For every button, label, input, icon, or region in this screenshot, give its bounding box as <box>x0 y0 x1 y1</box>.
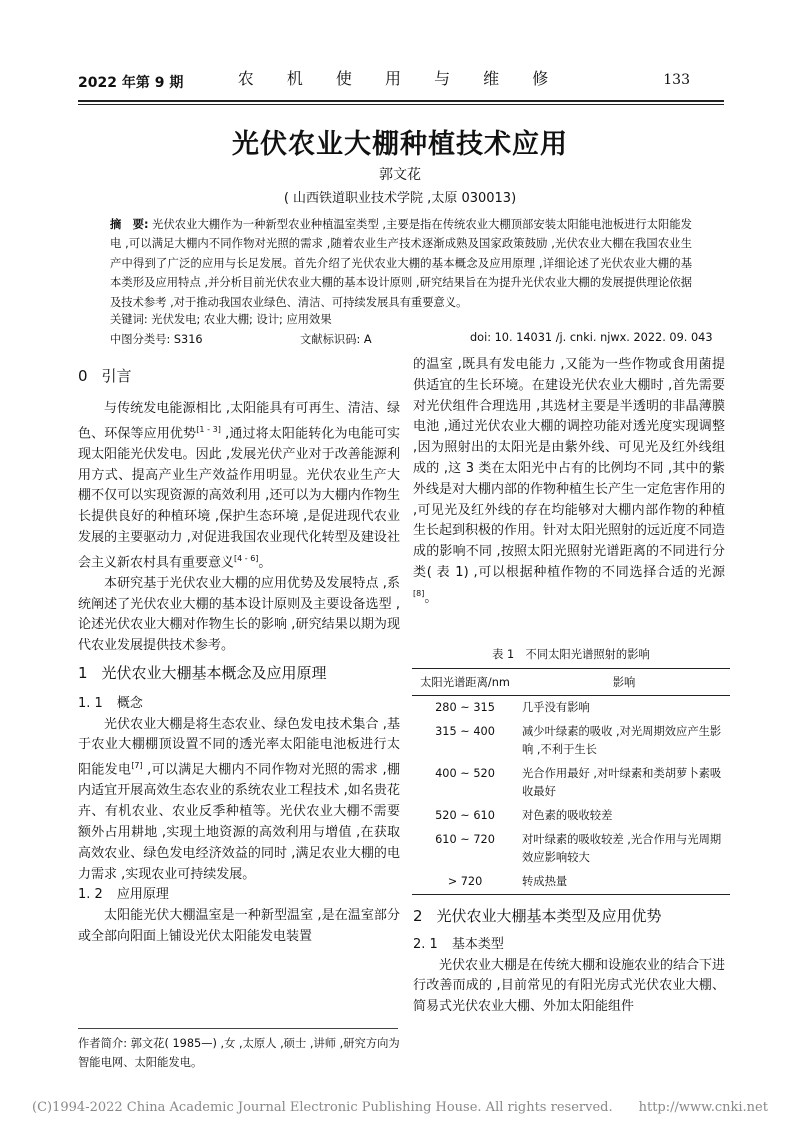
section-title: 光伏农业大棚基本类型及应用优势 <box>436 907 662 925</box>
header-rule-thin <box>78 104 724 105</box>
subsection-title: 概念 <box>116 695 143 711</box>
intro-paragraph-2: 本研究基于光伏农业大棚的应用优势及发展特点 ,系统阐述了光伏农业大棚的基本设计原则及主要设备选型 ,论述光伏农业大棚对作物生长的影响 ,研究结果以期为现代农业发展提供技术参考。 <box>78 575 400 654</box>
subsection-1-2-heading <box>78 885 400 906</box>
paper-title: 光伏农业大棚种植技术应用 <box>232 129 568 160</box>
principle-paragraph: 太阳能光伏大棚温室是一种新型温室 ,是在温室部分或全部向阳面上铺设光伏太阳能发电装置 <box>78 908 400 944</box>
abstract-label: 摘 要: <box>110 218 149 231</box>
page-number: 133 <box>663 72 690 88</box>
text: 与传统发电能源相比 ,太阳能具有可再生、清洁、绿色、环保等应用优势 <box>78 400 400 441</box>
subsection-1-1-heading <box>78 694 400 715</box>
footnote-text: 郭文花( 1985—) ,女 ,太原人 ,硕士 ,讲师 ,研究方向为智能电网、太阳能发电。 <box>78 1037 400 1069</box>
table-row <box>412 828 730 870</box>
text: 的温室 ,既具有发电能力 ,又能为一些作物或食用菌提供适宜的生长环境。在建设光伏农业大棚时 ,首先需要对光伏组件合理选用 ,其选材主要是半透明的非晶薄膜电池 ,通过光伏农业大棚的调控功能对透光度实现调整 ,因为照射出的太阳光是由紫外线、可见光及红外线组成的 ,这 3 类在太阳光中占有的比例均不同 ,其中的紫外线是对大棚内部的作物种植生长产生一定危害作用的 ,可见光及红外线的存在均能够对大棚内部作物的种植生长起到积极的作用。针对太阳光照射的远近度不同造成的影响不同 ,按照太阳光照射光谱距离的不同进行分类( 表 1) ,可以根据种植作物的不同选择合适的光源 <box>413 357 726 580</box>
section-0-heading <box>78 366 400 387</box>
author-name: 郭文花 <box>379 167 421 183</box>
section-number: 0 <box>78 367 88 385</box>
table-header: 影响 <box>518 669 730 696</box>
doi: doi: 10. 14031 /j. cnki. njwx. 2022. 09. 043 <box>470 331 713 344</box>
section-2-heading <box>413 906 725 927</box>
section-number: 1 <box>78 664 88 683</box>
table-cell: 315 ~ 400 <box>435 725 495 738</box>
table-cell: 280 ~ 315 <box>435 701 495 714</box>
keywords: 关键词: 光伏发电; 农业大棚; 设计; 应用效果 <box>110 313 332 326</box>
subsection-number: 1. 2 <box>78 887 103 903</box>
table-cell: 光合作用最好 ,对叶绿素和类胡萝卜素吸收最好 <box>522 767 722 798</box>
table-cell: > 720 <box>412 870 518 895</box>
subsection-2-1-heading <box>413 935 725 956</box>
table-cell: 对叶绿素的吸收较差 ,光合作用与光周期效应影响较大 <box>522 833 722 864</box>
header-rule <box>78 100 724 102</box>
subsection-title: 应用原理 <box>116 887 169 903</box>
author-footnote <box>78 1034 400 1072</box>
table-row <box>412 762 730 804</box>
table-row <box>412 720 730 762</box>
table-cell: 400 ~ 520 <box>435 767 495 780</box>
text: 。 <box>258 555 272 571</box>
table-cell: 几乎没有影响 <box>522 701 590 714</box>
abstract <box>110 215 692 312</box>
citation: [8] <box>413 588 425 598</box>
principle-paragraph-cont <box>413 355 725 609</box>
text: ,通过将太阳能转化为电能可实现太阳能光伏发电。因此 ,发展光伏产业对于改善能源利用方式、提高产业生产效益作用明显。光伏农业生产大棚不仅可以实现资源的高效利用 ,还可以为大棚内作物生长提供良好的种植环境 ,保护生态环境 ,是促进现代农业发展的主要驱动力 ,对促进我国农业现代化转型及建设社会主义新农村具有重要意义 <box>78 425 400 571</box>
table-row <box>412 804 730 828</box>
author-affiliation: ( 山西铁道职业技术学院 ,太原 030013) <box>283 191 517 206</box>
section-number: 2 <box>413 907 423 925</box>
table-cell: 减少叶绿素的吸收 ,对光周期效应产生影响 ,不利于生长 <box>522 725 722 756</box>
left-column <box>78 366 400 948</box>
spectrum-table <box>412 668 730 895</box>
text: ,可以满足大棚内不同作物对光照的需求 ,棚内适宜开展高效生态农业的系统农业工程技术 ,如名贵花卉、有机农业、农业反季种植等。光伏农业大棚不需要额外占用耕地 ,实现土地资源的高效利用与增值 ,在获取高效农业、绿色发电经济效益的同时 ,满足农业大棚的电力需求 ,实现农业可持续发展。 <box>78 762 400 882</box>
intro-paragraph-1 <box>78 399 400 574</box>
text: 光伏农业大棚是将生态农业、绿色发电技术集合 ,基于农业大棚棚顶设置不同的透光率太阳能电池板进行太阳能发电 <box>78 716 400 778</box>
text: 。 <box>424 590 438 606</box>
table-row <box>412 696 730 721</box>
table-header-row <box>412 669 730 696</box>
journal-name: 农 机 使 用 与 维 修 <box>237 69 563 88</box>
citation: [1 - 3] <box>196 424 221 434</box>
types-paragraph: 光伏农业大棚是在传统大棚和设施农业的结合下进行改善而成的 ,目前常见的有阳光房式光伏农业大棚、简易式光伏农业大棚、外加太阳能组件 <box>413 957 726 1015</box>
table-1 <box>412 646 730 895</box>
table-caption: 表 1 不同太阳光谱照射的影响 <box>492 648 650 661</box>
footnote-rule <box>78 1028 398 1029</box>
clc-number: 中图分类号: S316 <box>110 333 203 346</box>
table-cell: 转成热量 <box>518 870 730 895</box>
copyright-footer: (C)1994-2022 China Academic Journal Electronic Publishing House. All rights reserved. http://www.cnki.net <box>32 1100 768 1115</box>
subsection-number: 1. 1 <box>78 695 103 711</box>
table-row <box>412 870 730 895</box>
subsection-title: 基本类型 <box>451 936 504 952</box>
footnote-label: 作者简介: <box>78 1037 127 1050</box>
citation: [7] <box>131 761 143 771</box>
document-code: 文献标识码: A <box>300 333 372 346</box>
abstract-text: 光伏农业大棚作为一种新型农业种植温室类型 ,主要是指在传统农业大棚顶部安装太阳能电池板进行太阳能发电 ,可以满足大棚内不同作物对光照的需求 ,随着农业生产技术逐渐成熟及国家政策鼓励 ,光伏农业大棚在我国农业生产中得到了广泛的应用与长足发展。首先介绍了光伏农业大棚的基本概念及应用原理 ,详细论述了光伏农业大棚的基本类形及应用特点 ,并分析目前光伏农业大棚的基本设计原则 ,研究结果旨在为提升光伏农业大棚的发展提供理论依据及技术参考 ,对于推动我国农业绿色、清洁、可持续发展具有重要意义。 <box>110 218 692 309</box>
section-title: 光伏农业大棚基本概念及应用原理 <box>101 664 327 683</box>
section-2 <box>413 906 725 1018</box>
table-cell: 520 ~ 610 <box>435 809 495 822</box>
table-cell: 610 ~ 720 <box>435 833 495 846</box>
section-1-heading <box>78 663 400 684</box>
table-header: 太阳光谱距离/nm <box>412 669 518 696</box>
table-cell: 对色素的吸收较差 <box>522 809 613 822</box>
right-column <box>413 355 725 609</box>
section-title: 引言 <box>101 367 132 385</box>
citation: [4 - 6] <box>234 553 259 563</box>
subsection-number: 2. 1 <box>413 936 438 952</box>
journal-issue: 2022 年第 9 期 <box>78 75 184 91</box>
concept-paragraph <box>78 715 400 886</box>
